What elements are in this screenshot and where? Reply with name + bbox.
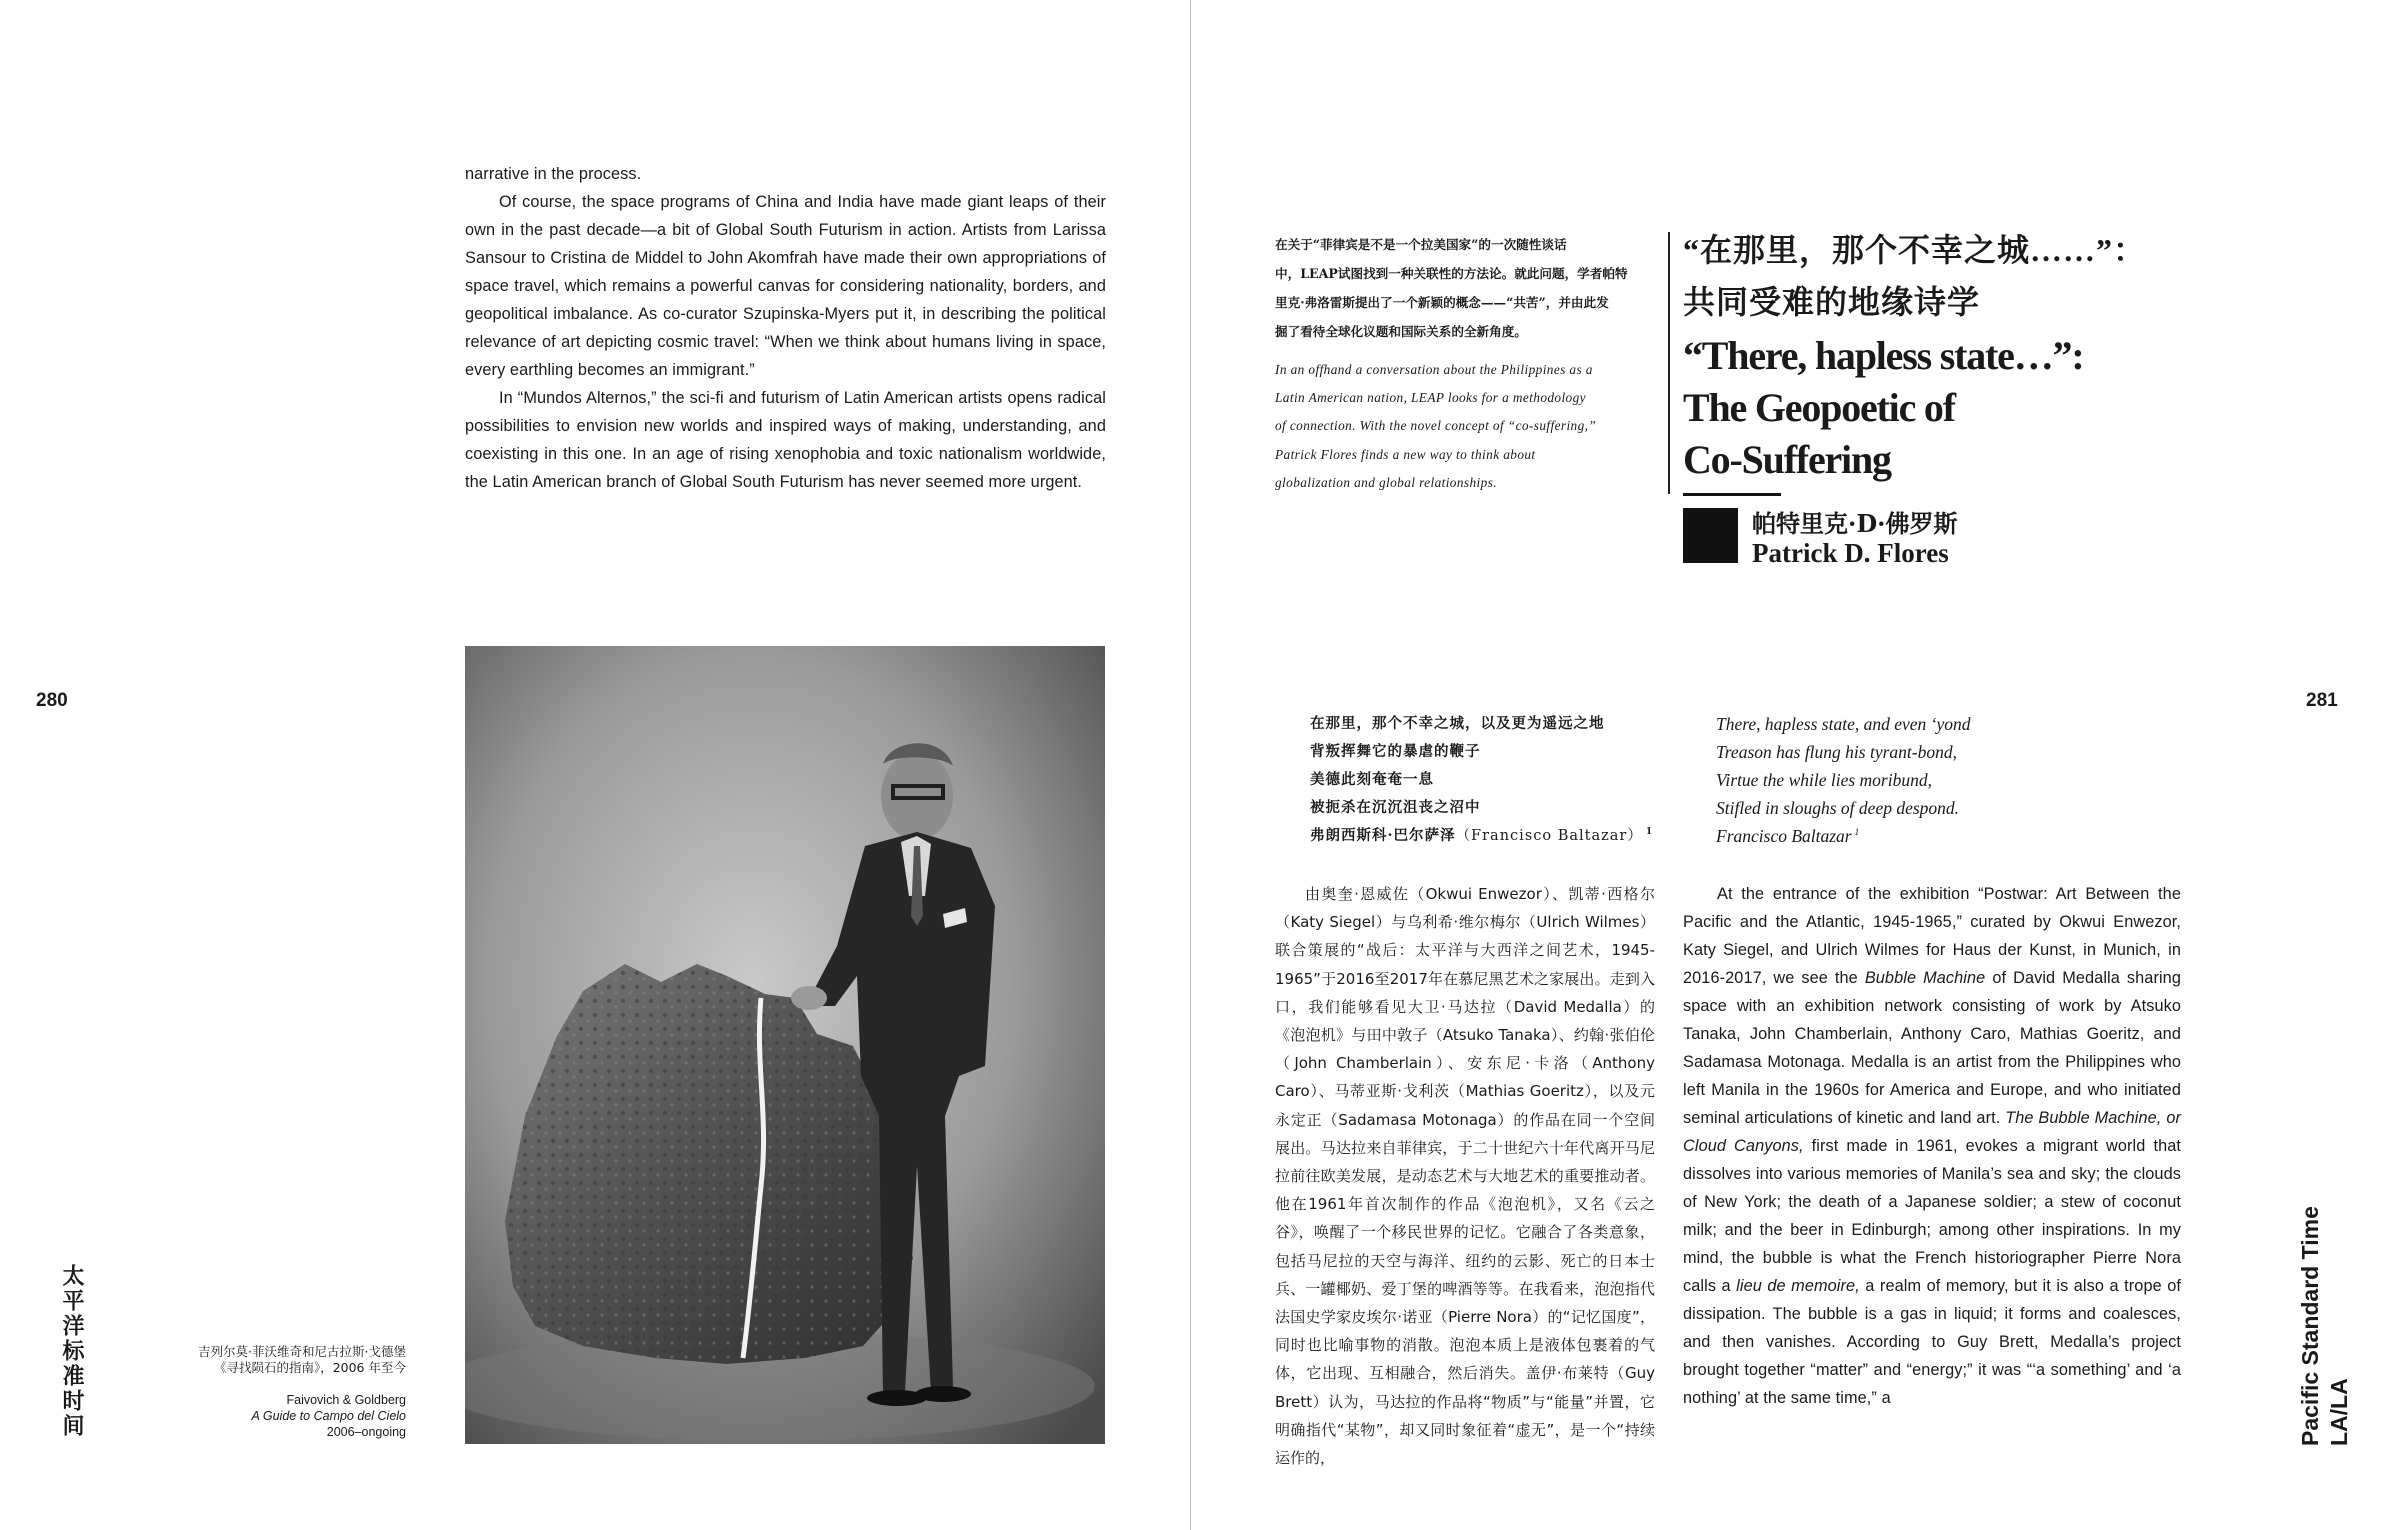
- title-zh-line-2: 共同受难的地缘诗学: [1683, 284, 1981, 320]
- caption-date: 2006–ongoing: [326, 1425, 406, 1439]
- poem-zh-author-name: 弗朗西斯科·巴尔萨泽: [1310, 827, 1456, 844]
- caption-zh-line-1: 吉列尔莫·菲沃维奇和尼古拉斯·戈德堡: [198, 1344, 406, 1359]
- author-rule: [1683, 493, 1781, 496]
- lead-zh-line-1: 在关于“菲律宾是不是一个拉美国家”的一次随性谈话: [1275, 237, 1567, 252]
- poem-en: [1716, 710, 2046, 850]
- right-spine-label: [2296, 1206, 2354, 1446]
- spine-en-line-2: LA/LA: [2326, 1378, 2352, 1446]
- title-en-line-2: The Geopoetic of: [1683, 385, 1955, 430]
- poem-en-author: [1716, 822, 2046, 850]
- poem-en-line-4: Stifled in sloughs of deep despond.: [1716, 798, 1960, 818]
- lead-en-line-4: Patrick Flores finds a new way to think about: [1275, 446, 1536, 462]
- poem-en-footnote-mark: 1: [1854, 827, 1860, 838]
- author-zh: 帕特里克·D·佛罗斯: [1752, 509, 1958, 538]
- lead-zh: [1275, 230, 1655, 346]
- left-page-number: 280: [36, 690, 68, 711]
- body-en-em-lieu-de-memoire: lieu de memoire,: [1736, 1277, 1860, 1295]
- body-zh: [1275, 880, 1655, 1472]
- poem-zh-line-4: 被扼杀在沉沉沮丧之沼中: [1310, 799, 1481, 816]
- left-body-paragraph-3: In “Mundos Alternos,” the sci-fi and futurism of Latin American artists opens radical possibilities to envision new worlds and inspired ways of making, understanding, and coexisting in this one. In an age of rising xenophobia and toxic nationalism worldwide, the Latin American branch of Global South Futurism has never seemed more urgent.: [465, 389, 1106, 491]
- meteorite-photograph: [465, 646, 1105, 1444]
- lead-en-line-1: In an offhand a conversation about the Philippines as a: [1275, 362, 1593, 377]
- body-en-paragraph-1: [1683, 880, 2181, 1412]
- left-body-paragraph-2: Of course, the space programs of China and India have made giant leaps of their own in the past decade—a bit of Global South Futurism in action. Artists from Larissa Sansour to Cristina de Middel to John Akomfrah have made their own appropriations of space travel, which remains a powerful canvas for considering nationality, borders, and geopolitical imbalance. As co-curator Szupinska-Myers put it, in describing the political relevance of art depicting cosmic travel: “When we think about humans living in space, every earthling becomes an immigrant.”: [465, 193, 1106, 379]
- poem-zh-line-1: 在那里，那个不幸之城，以及更为遥远之地: [1310, 715, 1605, 732]
- title-en-line-3: Co-Suffering: [1683, 437, 1891, 482]
- poem-zh: [1310, 710, 1690, 850]
- photo-caption: [110, 1344, 406, 1440]
- title-zh-line-1: “在那里，那个不幸之城……”：: [1683, 232, 2147, 268]
- right-page-number: 281: [2306, 690, 2338, 711]
- poem-zh-footnote-mark: 1: [1645, 827, 1654, 838]
- body-en-text-2: of David Medalla sharing space with an exhibition network consisting of work by Atsuko Tanaka, John Chamberlain, Anthony Caro, Mathias Goeritz, and Sadamasa Motonaga. Medalla is an artist from the Philippines who left Manila in the 1960s for America and Europe, and who initiated seminal articulations of kinetic and land art.: [1683, 969, 2181, 1127]
- poem-en-line-2: Treason has flung his tyrant-bond,: [1716, 742, 1957, 762]
- lead-zh-line-2: 中，LEAP试图找到一种关联性的方法论。就此问题，学者帕特: [1275, 266, 1628, 281]
- body-zh-paragraph-1: 由奥奎·恩威佐（Okwui Enwezor）、凯蒂·西格尔（Katy Siegel）与乌利希·维尔梅尔（Ulrich Wilmes）联合策展的“战后：太平洋与大西洋之间艺术，1945-1965”于2016至2017年在慕尼黑艺术之家展出。走到入口，我们能够看见大卫·马达拉（David Medalla）的《泡泡机》与田中敦子（Atsuko Tanaka）、约翰·张伯伦（John Chamberlain）、安东尼·卡洛（Anthony Caro）、马蒂亚斯·戈利茨（Mathias Goeritz），以及元永定正（Sadamasa Motonaga）的作品在同一个空间展出。马达拉来自菲律宾，于二十世纪六十年代离开马尼拉前往欧美发展，是动态艺术与大地艺术的重要推动者。他在1961年首次制作的作品《泡泡机》，又名《云之谷》，唤醒了一个移民世界的记忆。它融合了各类意象，包括马尼拉的天空与海洋、纽约的云影、死亡的日本士兵、一罐椰奶、爱丁堡的啤酒等等。在我看来，泡泡指代法国史学家皮埃尔·诺亚（Pierre Nora）的“记忆国度”，同时也比喻事物的消散。泡泡本质上是液体包裹着的气体，它出现、互相融合，然后消失。盖伊·布莱特（Guy Brett）认为，马达拉的作品将“物质”与“能量”并置，它明确指代“某物”，却又同时象征着“虚无”，是一个“持续运作的，: [1275, 885, 1655, 1468]
- author-en: Patrick D. Flores: [1752, 538, 1949, 568]
- body-en-em-bubble-machine: Bubble Machine: [1864, 969, 1986, 987]
- spine-en-line-1: Pacific Standard Time: [2297, 1206, 2323, 1446]
- caption-title: A Guide to Campo del Cielo: [251, 1409, 406, 1423]
- left-body-text: [465, 160, 1106, 496]
- poem-en-line-1: There, hapless state, and even ‘yond: [1716, 714, 1971, 734]
- poem-en-author-name: Francisco Baltazar: [1716, 826, 1852, 846]
- left-spine-label: 太平洋标准时间: [59, 1264, 84, 1439]
- lead-en-line-3: of connection. With the novel concept of “co-suffering,”: [1275, 418, 1597, 434]
- body-en: [1683, 880, 2181, 1412]
- poem-zh-author-en: （Francisco Baltazar）: [1455, 828, 1643, 844]
- left-body-paragraph-1: narrative in the process.: [465, 165, 642, 183]
- lead-en: [1275, 356, 1657, 497]
- title-en-line-1: “There, hapless state…”:: [1683, 333, 2084, 378]
- body-en-em-cloud-canyons: The Bubble Machine, or Cloud Canyons,: [1683, 1109, 2181, 1155]
- body-en-text-3: first made in 1961, evokes a migrant world that dissolves into various memories of Manila’s sea and sky; the clouds of New York; the death of a Japanese soldier; a stew of coconut milk; and the beer in Edinburgh; among other inspirations. In my mind, the bubble is what the French historiographer Pierre Nora calls a: [1683, 1137, 2182, 1295]
- poem-zh-author: [1310, 822, 1690, 850]
- lead-zh-line-3: 里克·弗洛雷斯提出了一个新颖的概念——“共苦”，并由此发: [1275, 295, 1609, 310]
- lead-zh-line-4: 掘了看待全球化议题和国际关系的全新角度。: [1275, 324, 1527, 339]
- title-vertical-rule: [1668, 232, 1670, 494]
- poem-zh-line-2: 背叛挥舞它的暴虐的鞭子: [1310, 743, 1481, 760]
- caption-zh-line-2: 《寻找陨石的指南》，2006 年至今: [213, 1360, 406, 1375]
- author-marker-square: [1683, 508, 1738, 563]
- page-gutter-divider: [1190, 0, 1191, 1530]
- body-en-text-4: a realm of memory, but it is also a trope of dissipation. The bubble is a gas in liquid; it forms and coalesces, and then vanishes. According to Guy Brett, Medalla’s project brought together “matter” and “energy;” it was “‘a something’ and ‘a nothing’ at the same time,” a: [1683, 1277, 2181, 1407]
- article-title: [1683, 224, 2243, 486]
- poem-zh-line-3: 美德此刻奄奄一息: [1310, 771, 1434, 788]
- lead-en-line-2: Latin American nation, LEAP looks for a methodology: [1275, 390, 1586, 406]
- body-en-text-1: At the entrance of the exhibition “Postwar: Art Between the Pacific and the Atlantic, 1945-1965,” curated by Okwui Enwezor, Katy Siegel, and Ulrich Wilmes for Haus der Kunst, in Munich, in 2016-2017, we see the: [1683, 885, 2181, 987]
- poem-en-line-3: Virtue the while lies moribund,: [1716, 770, 1932, 790]
- lead-en-line-5: globalization and global relationships.: [1275, 474, 1497, 490]
- caption-artists: Faivovich & Goldberg: [286, 1393, 406, 1407]
